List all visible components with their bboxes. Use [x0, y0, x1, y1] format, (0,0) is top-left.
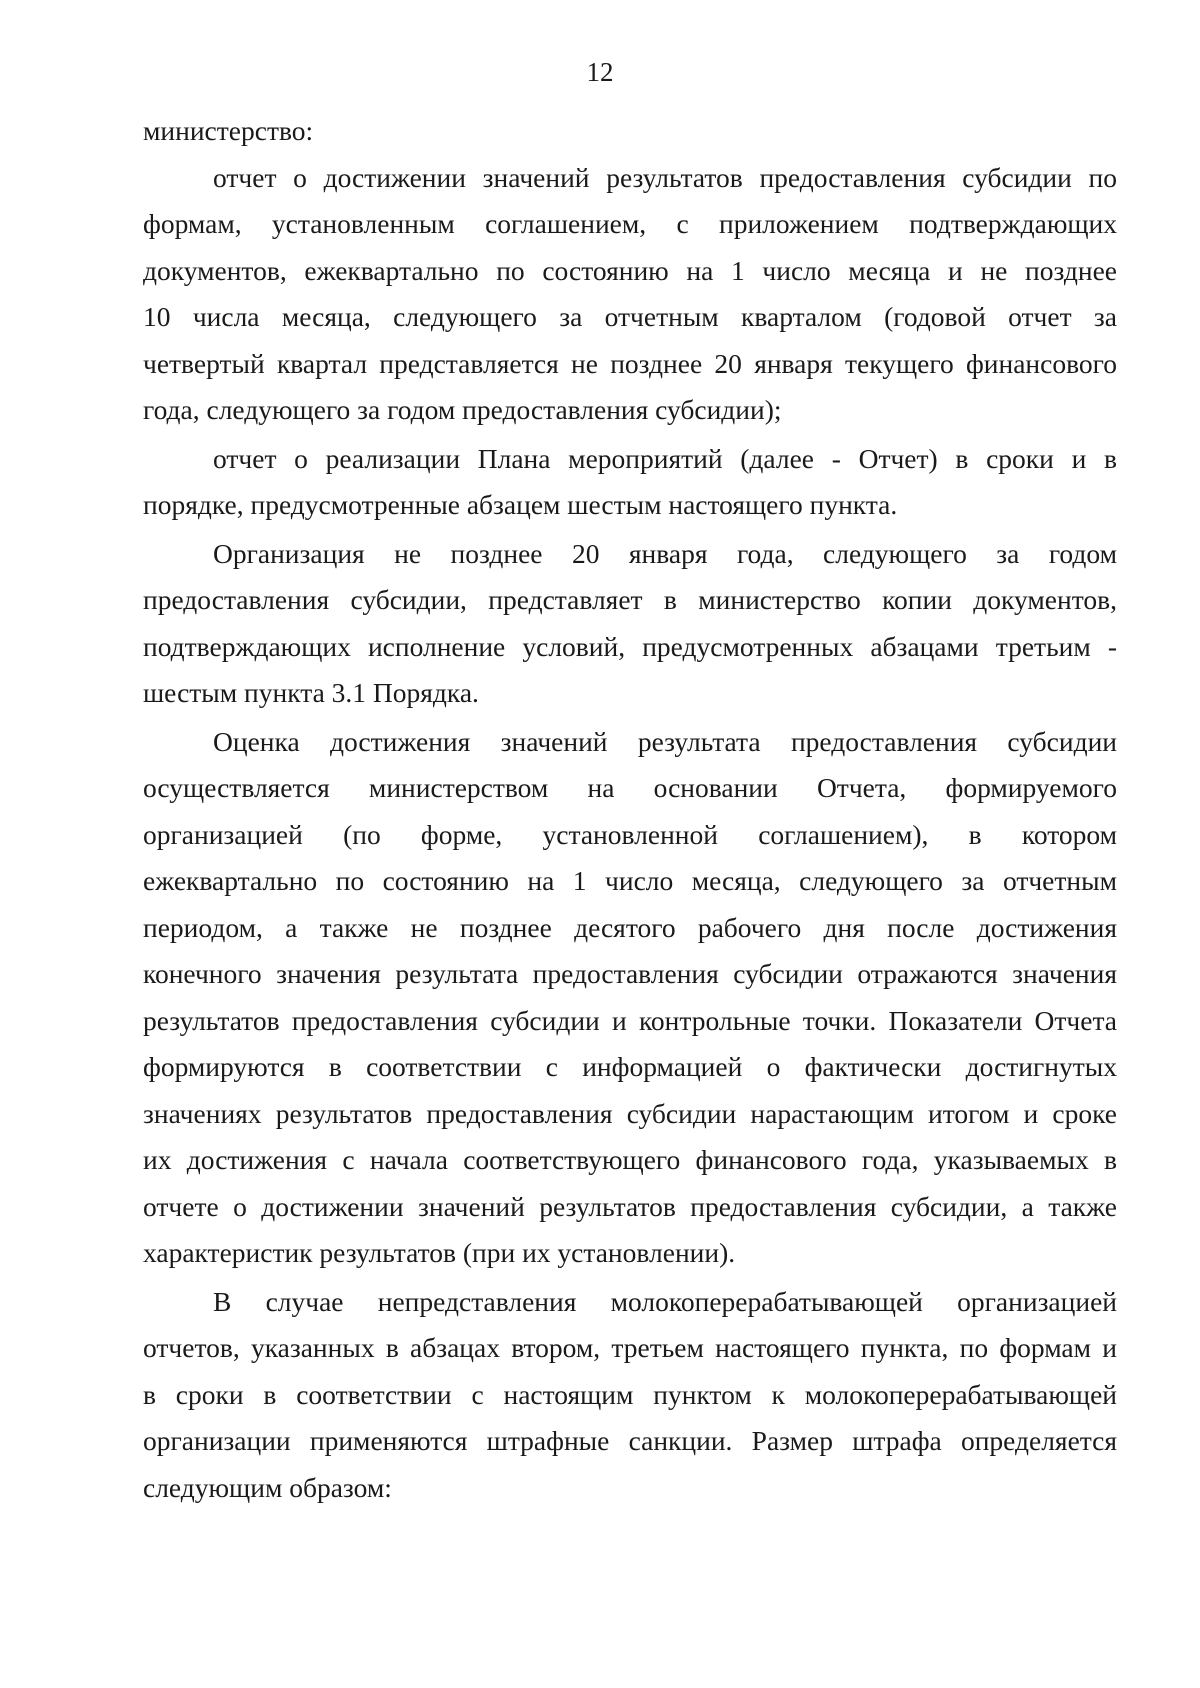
text-line: формам, установленным соглашением, с приложением подтверждающих	[143, 208, 1117, 239]
text-line: документов, ежеквартально по состоянию на 1 число месяца и не позднее	[143, 254, 1117, 286]
text-line: формируются в соответствии с информацией о фактически достигнутых	[143, 1051, 1117, 1082]
text-line: подтверждающих исполнение условий, предусмотренных абзацами третьим -	[143, 630, 1117, 662]
document-body	[143, 108, 1117, 1513]
text-line: предоставления субсидии, представляет в министерство копии документов,	[143, 584, 1117, 615]
page-number: 12	[586, 57, 614, 87]
paragraph-organization-documents	[143, 531, 1117, 717]
text-line: конечного значения результата предоставления субсидии отражаются значения	[143, 958, 1117, 989]
text-line: отчет о достижении значений результатов предоставления субсидии по	[213, 161, 1117, 193]
text-line: шестым пункта 3.1 Порядка.	[143, 677, 479, 708]
text-line: министерство:	[143, 115, 314, 146]
text-line: отчет о реализации Плана мероприятий (далее - Отчет) в сроки и в	[213, 442, 1117, 474]
text-line: периодом, а также не позднее десятого рабочего дня после достижения	[143, 911, 1117, 943]
paragraph-intro	[143, 108, 1117, 155]
text-line: характеристик результатов (при их установлении).	[143, 1237, 736, 1268]
text-line: организации применяются штрафные санкции. Размер штрафа определяется	[143, 1425, 1117, 1456]
text-line: результатов предоставления субсидии и контрольные точки. Показатели Отчета	[143, 1004, 1117, 1036]
paragraph-penalties	[143, 1279, 1117, 1512]
text-line: ежеквартально по состоянию на 1 число месяца, следующего за отчетным	[143, 865, 1117, 896]
text-line: отчетов, указанных в абзацах втором, третьем настоящего пункта, по формам и	[143, 1332, 1117, 1363]
text-line: осуществляется министерством на основании Отчета, формируемого	[143, 772, 1117, 803]
text-line: отчете о достижении значений результатов предоставления субсидии, а также	[143, 1190, 1117, 1222]
text-line: 10 числа месяца, следующего за отчетным кварталом (годовой отчет за	[143, 301, 1117, 332]
text-line: в сроки в соответствии с настоящим пунктом к молокоперерабатывающей	[143, 1378, 1117, 1410]
paragraph-report-plan	[143, 436, 1117, 529]
text-line: Организация не позднее 20 января года, следующего за годом	[213, 537, 1117, 569]
text-line: четвертый квартал представляется не позднее 20 января текущего финансового	[143, 347, 1117, 379]
text-line: Оценка достижения значений результата предоставления субсидии	[213, 725, 1117, 757]
text-line: их достижения с начала соответствующего финансового года, указываемых в	[143, 1144, 1117, 1175]
text-line: года, следующего за годом предоставления субсидии);	[143, 394, 782, 425]
text-line: значениях результатов предоставления субсидии нарастающим итогом и сроке	[143, 1097, 1117, 1129]
paragraph-evaluation	[143, 719, 1117, 1277]
text-line: В случае непредставления молокоперерабатывающей организацией	[213, 1285, 1117, 1317]
text-line: порядке, предусмотренные абзацем шестым настоящего пункта.	[143, 489, 898, 520]
paragraph-report-results	[143, 155, 1117, 434]
text-line: следующим образом:	[143, 1471, 392, 1503]
text-line: организацией (по форме, установленной соглашением), в котором	[143, 818, 1117, 850]
